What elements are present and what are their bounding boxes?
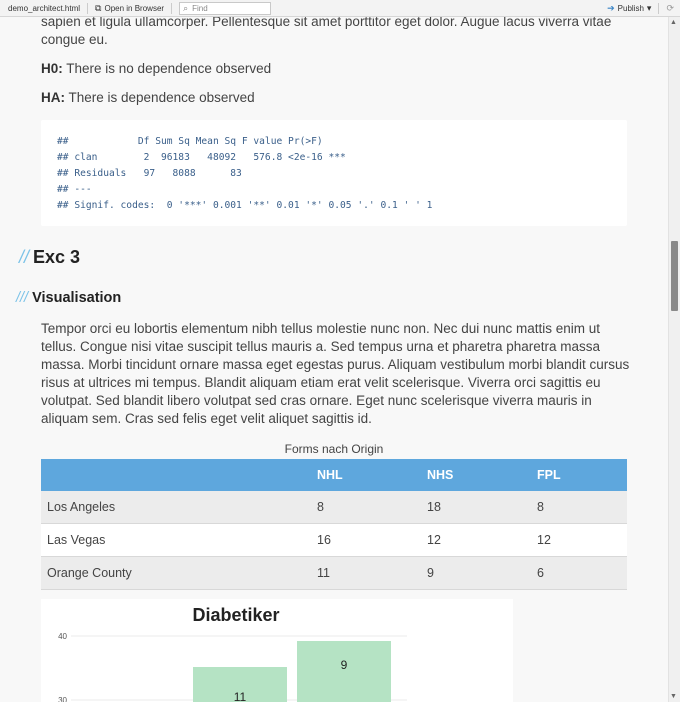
toolbar-right bbox=[607, 3, 680, 14]
chart-title: Diabetiker bbox=[192, 605, 280, 625]
toolbar-divider bbox=[87, 3, 88, 14]
table-cell: Orange County bbox=[41, 557, 317, 590]
hypothesis-h0 bbox=[41, 61, 271, 76]
bar-label: 11 bbox=[233, 690, 247, 702]
table-cell: 12 bbox=[427, 524, 537, 557]
subsection-title: Visualisation bbox=[32, 290, 122, 306]
refresh-icon[interactable]: ⟳ bbox=[666, 2, 674, 13]
code-output-block bbox=[41, 120, 627, 226]
publish-label: Publish bbox=[617, 3, 644, 13]
search-icon: ⌕ bbox=[183, 2, 189, 13]
file-tab[interactable]: demo_architect.html bbox=[8, 3, 81, 13]
chevron-down-icon: ▾ bbox=[646, 2, 652, 13]
table-cell: 16 bbox=[317, 524, 427, 557]
scroll-down-icon[interactable]: ▼ bbox=[670, 693, 677, 700]
table-cell: 6 bbox=[537, 557, 627, 590]
hypothesis-ha bbox=[41, 90, 255, 105]
scrollbar-thumb[interactable] bbox=[671, 241, 678, 311]
top-paragraph: sapien et ligula ullamcorper. Pellentesque sit amet porttitor eget dolor. Augue lacus viverra vitae congue eu. bbox=[41, 17, 612, 47]
open-in-browser-button[interactable] bbox=[91, 3, 168, 14]
vertical-scrollbar[interactable] bbox=[668, 17, 680, 702]
section-title: Exc 3 bbox=[33, 247, 81, 267]
anova-output: ## Df Sum Sq Mean Sq F value Pr(>F) ## clan 2 96183 48092 576.8 <2e-16 *** ## Residuals 97 8088 83 ## --- ## Signif. codes: 0 '***' 0.001 '**' 0.01 '*' 0.05 '.' 0.1 ' ' 1 bbox=[57, 136, 433, 211]
editor-toolbar bbox=[0, 0, 680, 17]
open-in-browser-label: Open in Browser bbox=[104, 3, 165, 13]
body-paragraph: Tempor orci eu lobortis elementum nibh tellus molestie nunc non. Nec dui nunc mattis enim ut tellus. Congue nisi vitae suscipit tellus mauris a. Sed tempus urna et pharetra pharetra massa massa. Morbi tincidunt ornare massa eget egestas purus. Aliquam vestibulum morbi blandit cursus risus at ultrices mi tempus. Blandit aliquam etiam erat velit scelerisque. Viverra orci sagittis eu volutpat. Sed blandit libero volutpat sed cras ornare. Eget nunc scelerisque viverra mauris in aliquam sem. Cras sed felis eget velit aliquet sagittis id. bbox=[41, 321, 630, 426]
table-cell: 11 bbox=[317, 557, 427, 590]
publish-button[interactable] bbox=[607, 3, 651, 14]
heading-marker: // bbox=[19, 247, 30, 267]
toolbar-divider bbox=[171, 3, 172, 14]
heading-marker: /// bbox=[16, 290, 29, 306]
h0-text: There is no dependence observed bbox=[62, 61, 272, 76]
table-cell: 9 bbox=[427, 557, 537, 590]
y-tick-label: 30 bbox=[58, 696, 67, 702]
ha-text: There is dependence observed bbox=[65, 90, 255, 105]
section-heading bbox=[19, 247, 80, 268]
table-row bbox=[41, 557, 627, 590]
table-cell: Los Angeles bbox=[41, 491, 317, 524]
browser-icon: ⧉ bbox=[95, 2, 102, 13]
table-row bbox=[41, 491, 627, 524]
scroll-up-icon[interactable]: ▲ bbox=[670, 19, 677, 26]
header-cell: FPL bbox=[537, 459, 627, 491]
subsection-heading bbox=[16, 290, 121, 306]
header-cell: NHL bbox=[317, 459, 427, 491]
ha-label: HA: bbox=[41, 90, 65, 105]
h0-label: H0: bbox=[41, 61, 63, 76]
chart-svg bbox=[41, 599, 513, 702]
table-cell: 18 bbox=[427, 491, 537, 524]
find-input[interactable] bbox=[179, 2, 271, 15]
table-cell: 8 bbox=[317, 491, 427, 524]
bar-label: 9 bbox=[340, 658, 348, 672]
forms-table bbox=[41, 459, 627, 590]
table-caption: Forms nach Origin bbox=[284, 442, 384, 456]
header-cell: NHS bbox=[427, 459, 537, 491]
document-viewer bbox=[0, 17, 668, 702]
table-row bbox=[41, 524, 627, 557]
table-header-row bbox=[41, 459, 627, 491]
diabetiker-chart bbox=[41, 599, 513, 702]
header-cell bbox=[41, 459, 317, 491]
y-tick-label: 40 bbox=[58, 632, 67, 641]
table-cell: Las Vegas bbox=[41, 524, 317, 557]
find-placeholder: Find bbox=[192, 3, 208, 13]
publish-icon: ➔ bbox=[607, 2, 615, 13]
table-cell: 12 bbox=[537, 524, 627, 557]
table-cell: 8 bbox=[537, 491, 627, 524]
toolbar-divider bbox=[658, 3, 659, 14]
